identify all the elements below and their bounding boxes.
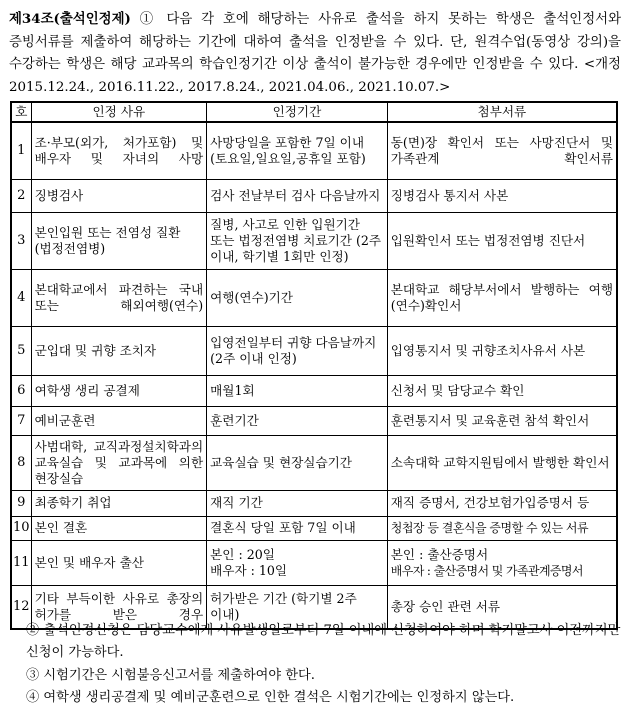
article-notes [21,620,621,710]
row-period [207,540,388,585]
row-reason: 사범대학, 교직과정설치학과의 교육실습 및 교과목에 의한 현장실습 [31,435,207,490]
docs-spouse: 배우자 : 출산증명서 및 가족관계증명서 [390,563,583,578]
row-no: 7 [11,406,31,435]
article-title: 제34조(출석인정제) [9,11,131,27]
clause2-text: ② 출석인정신청은 담당교수에게 사유발생일로부터 7일 이내에 신청하여야 하며 학기말고사 이전까지만 신청이 가능하다. [26,623,621,661]
row-no: 2 [11,179,31,212]
row-reason: 본인 및 배우자 출산 [31,540,207,585]
row-reason: 본대학교에서 파견하는 국내 또는 해외여행(연수) [31,269,207,326]
table-row [11,179,617,212]
table-row [11,490,617,516]
row-reason: 여학생 생리 공결제 [31,375,207,406]
row-period: 검사 전날부터 검사 다음날까지 [207,179,388,212]
row-docs [387,540,617,585]
row-period: 허가받은 기간 (학기별 2주 이내) [207,585,388,629]
row-no: 10 [11,516,31,540]
table-row [11,540,617,585]
header-reason: 인정 사유 [31,102,207,122]
table-row [11,326,617,375]
attendance-recognition-table [10,101,618,630]
table-row [11,435,617,490]
table-row [11,406,617,435]
row-period: 교육실습 및 현장실습기간 [207,435,388,490]
row-period: 재직 기간 [207,490,388,516]
row-no: 1 [11,122,31,179]
table-header-row [11,102,617,122]
article-intro [9,8,621,99]
row-no: 5 [11,326,31,375]
row-reason: 예비군훈련 [31,406,207,435]
header-period: 인정기간 [207,102,388,122]
row-period: 여행(연수)기간 [207,269,388,326]
table-row [11,516,617,540]
period-spouse: 배우자 : 10일 [210,562,288,578]
row-docs: 재직 증명서, 건강보험가입증명서 등 [387,490,617,516]
row-docs: 청첩장 등 결혼식을 증명할 수 있는 서류 [387,516,617,540]
row-docs: 징병검사 통지서 사본 [387,179,617,212]
row-docs: 소속대학 교학지원팀에서 발행한 확인서 [387,435,617,490]
row-no: 12 [11,585,31,629]
row-reason: 군입대 및 귀향 조치자 [31,326,207,375]
clause4-text: ④ 여학생 생리공결제 및 예비군훈련으로 인한 결석은 시험기간에는 인정하지 않는다. [26,690,515,706]
clause1-marker: ① [139,12,158,27]
row-no: 9 [11,490,31,516]
row-no: 8 [11,435,31,490]
table-row [11,375,617,406]
amendment-history: <개정 2015.12.24., 2016.11.22., 2017.8.24., 2021.04.06., 2021.10.07.> [9,57,621,95]
row-docs: 입원확인서 또는 법정전염병 진단서 [387,212,617,269]
row-period: 훈련기간 [207,406,388,435]
row-no: 3 [11,212,31,269]
row-docs: 본대학교 해당부서에서 발행하는 여행(연수)확인서 [387,269,617,326]
clause1-text: 다음 각 호에 해당하는 사유로 출석을 하지 못하는 학생은 출석인정서와 증빙서류를 제출하여 해당하는 기간에 대하여 출석을 인정받을 수 있다. 단, 원격수업(동영상 강의)을 수강하는 학생은 해당 교과목의 학습인정기간 이상 출석이 불가능한 경우에만 인정받을 수 있다. [9,12,622,73]
row-reason: 기타 부득이한 사유로 총장의 허가를 받은 경우 [31,585,207,629]
row-reason: 최종학기 취업 [31,490,207,516]
row-no: 6 [11,375,31,406]
row-docs: 동(면)장 확인서 또는 사망진단서 및 가족관계 확인서류 [387,122,617,179]
row-docs: 신청서 및 담당교수 확인 [387,375,617,406]
table-row [11,122,617,179]
docs-self: 본인 : 출산증명서 [390,546,489,562]
header-no: 호 [11,102,31,122]
period-self: 본인 : 20일 [210,546,275,562]
row-no: 4 [11,269,31,326]
row-reason: 본인 결혼 [31,516,207,540]
row-docs: 총장 승인 관련 서류 [387,585,617,629]
row-period: 결혼식 당일 포함 7일 이내 [207,516,388,540]
row-docs: 입영통지서 및 귀향조치사유서 사본 [387,326,617,375]
table-row [11,212,617,269]
row-no: 11 [11,540,31,585]
row-reason: 조·부모(외가, 처가포함) 및 배우자 및 자녀의 사망 [31,122,207,179]
row-period: 매월1회 [207,375,388,406]
row-period: 질병, 사고로 인한 입원기간 또는 법정전염병 치료기간 (2주 이내, 학기별 1회만 인정) [207,212,388,269]
row-reason: 본인입원 또는 전염성 질환 (법정전염병) [31,212,207,269]
table-row [11,269,617,326]
row-period: 사망당일을 포함한 7일 이내 (토요일,일요일,공휴일 포함) [207,122,388,179]
header-docs: 첨부서류 [387,102,617,122]
row-period: 입영전일부터 귀향 다음날까지 (2주 이내 인정) [207,326,388,375]
clause3-text: ③ 시험기간은 시험불응신고서를 제출하여야 한다. [26,667,315,683]
row-reason: 징병검사 [31,179,207,212]
row-docs: 훈련통지서 및 교육훈련 참석 확인서 [387,406,617,435]
